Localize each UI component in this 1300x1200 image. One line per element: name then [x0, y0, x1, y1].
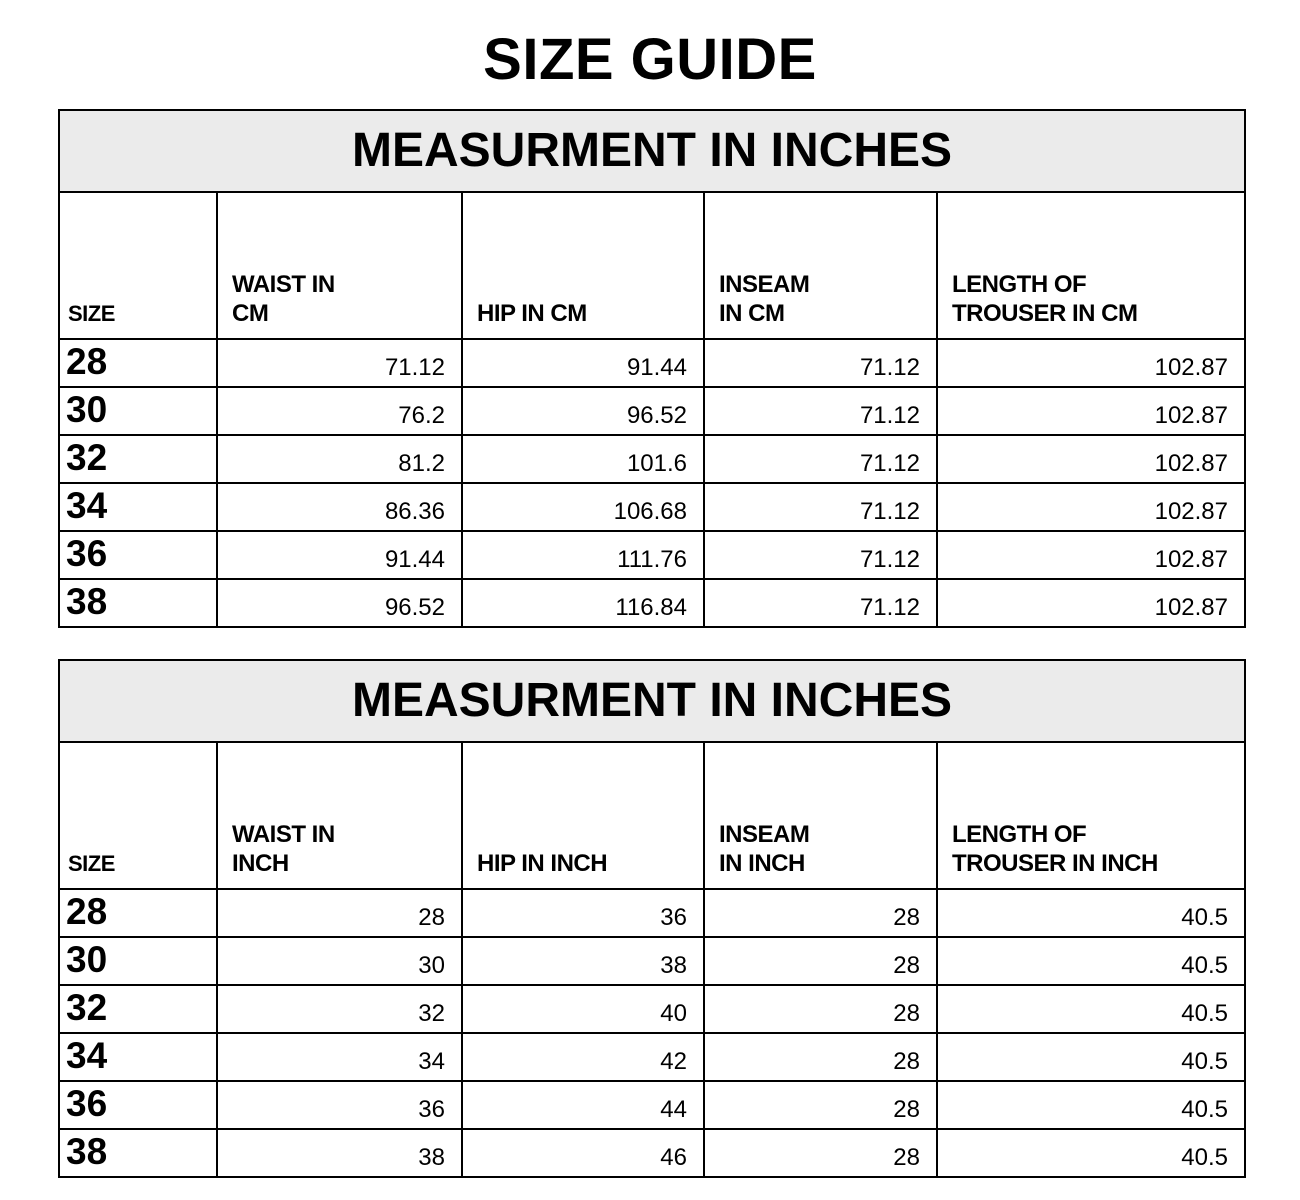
cell-length: 40.5 [937, 889, 1245, 937]
header-label: TROUSER IN INCH [952, 850, 1158, 877]
header-label: HIP IN INCH [477, 850, 608, 877]
cell-inseam: 28 [704, 1129, 937, 1177]
table-row [59, 985, 1245, 1033]
cell-hip: 101.6 [462, 435, 704, 483]
cell-inseam: 71.12 [704, 579, 937, 627]
cell-size: 28 [59, 889, 217, 937]
cell-size: 28 [59, 339, 217, 387]
cell-inseam: 28 [704, 1033, 937, 1081]
cell-size: 36 [59, 531, 217, 579]
header-label: INCH [232, 850, 289, 877]
cell-waist: 34 [217, 1033, 462, 1081]
header-row [59, 742, 1245, 889]
cell-waist: 28 [217, 889, 462, 937]
table-row [59, 387, 1245, 435]
size-table-cm [58, 109, 1246, 628]
header-hip [462, 192, 704, 339]
cell-inseam: 28 [704, 985, 937, 1033]
header-label: HIP IN CM [477, 300, 587, 327]
header-label: INSEAM [719, 271, 810, 298]
cell-length: 102.87 [937, 531, 1245, 579]
table-row [59, 579, 1245, 627]
header-waist [217, 742, 462, 889]
table-row [59, 1081, 1245, 1129]
cell-hip: 36 [462, 889, 704, 937]
cell-waist: 32 [217, 985, 462, 1033]
cell-length: 102.87 [937, 435, 1245, 483]
cell-waist: 76.2 [217, 387, 462, 435]
header-label: CM [232, 300, 269, 327]
header-label: LENGTH OF [952, 821, 1087, 848]
cell-length: 102.87 [937, 483, 1245, 531]
header-waist [217, 192, 462, 339]
size-table-inch [58, 659, 1246, 1178]
cell-hip: 46 [462, 1129, 704, 1177]
cell-size: 32 [59, 985, 217, 1033]
cell-inseam: 71.12 [704, 339, 937, 387]
cell-length: 102.87 [937, 339, 1245, 387]
cell-length: 102.87 [937, 579, 1245, 627]
header-label: INSEAM [719, 821, 810, 848]
cell-inseam: 71.12 [704, 435, 937, 483]
cell-inseam: 71.12 [704, 531, 937, 579]
page-title: SIZE GUIDE [483, 27, 817, 92]
cell-hip: 40 [462, 985, 704, 1033]
header-label: TROUSER IN CM [952, 300, 1138, 327]
cell-hip: 38 [462, 937, 704, 985]
cell-hip: 116.84 [462, 579, 704, 627]
table-title: MEASURMENT IN INCHES [59, 660, 1245, 742]
header-length [937, 192, 1245, 339]
cell-inseam: 71.12 [704, 387, 937, 435]
cell-length: 40.5 [937, 985, 1245, 1033]
header-row [59, 192, 1245, 339]
header-label: SIZE [68, 851, 115, 876]
cell-waist: 81.2 [217, 435, 462, 483]
table-row [59, 889, 1245, 937]
cell-hip: 96.52 [462, 387, 704, 435]
table-row [59, 435, 1245, 483]
cell-size: 32 [59, 435, 217, 483]
table-row [59, 1129, 1245, 1177]
cell-size: 38 [59, 579, 217, 627]
cell-size: 30 [59, 387, 217, 435]
cell-size: 30 [59, 937, 217, 985]
cell-waist: 91.44 [217, 531, 462, 579]
header-label: SIZE [68, 301, 115, 326]
cell-inseam: 28 [704, 889, 937, 937]
table-row [59, 483, 1245, 531]
table-title: MEASURMENT IN INCHES [59, 110, 1245, 192]
header-inseam [704, 742, 937, 889]
header-label: IN CM [719, 300, 785, 327]
header-label: WAIST IN [232, 271, 335, 298]
cell-inseam: 28 [704, 937, 937, 985]
cell-waist: 38 [217, 1129, 462, 1177]
cell-waist: 96.52 [217, 579, 462, 627]
table-row [59, 339, 1245, 387]
cell-waist: 36 [217, 1081, 462, 1129]
cell-length: 40.5 [937, 1129, 1245, 1177]
cell-length: 40.5 [937, 1081, 1245, 1129]
cell-waist: 30 [217, 937, 462, 985]
table-row [59, 937, 1245, 985]
header-size [59, 742, 217, 889]
cell-size: 34 [59, 1033, 217, 1081]
cell-size: 38 [59, 1129, 217, 1177]
header-hip [462, 742, 704, 889]
table-row [59, 1033, 1245, 1081]
cell-hip: 42 [462, 1033, 704, 1081]
cell-inseam: 71.12 [704, 483, 937, 531]
cell-hip: 106.68 [462, 483, 704, 531]
cell-length: 102.87 [937, 387, 1245, 435]
header-length [937, 742, 1245, 889]
cell-length: 40.5 [937, 937, 1245, 985]
cell-size: 36 [59, 1081, 217, 1129]
header-label: WAIST IN [232, 821, 335, 848]
cell-inseam: 28 [704, 1081, 937, 1129]
table-row [59, 531, 1245, 579]
cell-hip: 111.76 [462, 531, 704, 579]
cell-size: 34 [59, 483, 217, 531]
header-label: IN INCH [719, 850, 805, 877]
cell-hip: 44 [462, 1081, 704, 1129]
cell-waist: 71.12 [217, 339, 462, 387]
header-inseam [704, 192, 937, 339]
header-size [59, 192, 217, 339]
cell-hip: 91.44 [462, 339, 704, 387]
cell-waist: 86.36 [217, 483, 462, 531]
header-label: LENGTH OF [952, 271, 1087, 298]
cell-length: 40.5 [937, 1033, 1245, 1081]
